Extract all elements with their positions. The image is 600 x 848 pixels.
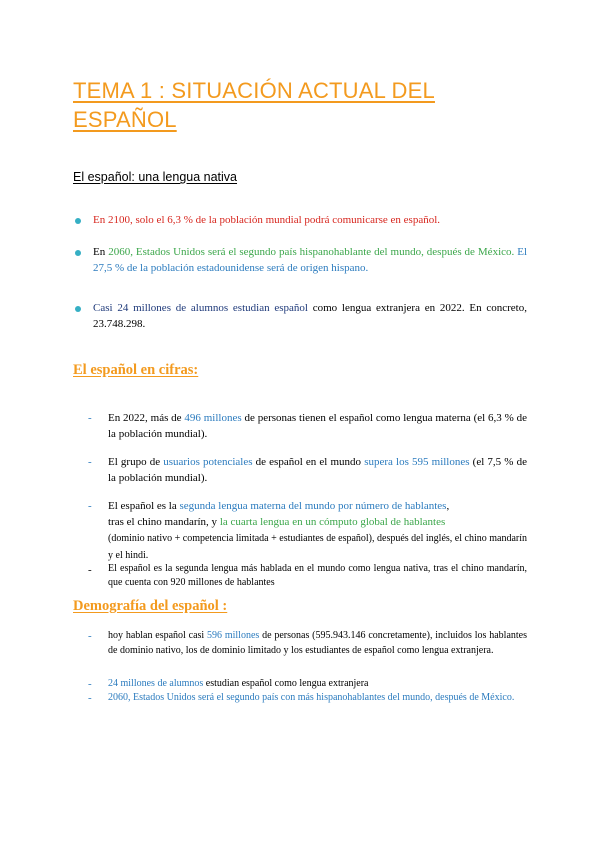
highlight-text: 596 millones: [207, 630, 260, 641]
dash-marker: -: [88, 692, 92, 704]
bullet-text: En 2100, solo el 6,3 % de la población mundial podrá comunicarse en español.: [93, 214, 441, 226]
highlight-text: El 27,5 % de la población estadounidense será de origen hispano.: [93, 246, 527, 274]
item-text: El español es la: [108, 500, 180, 512]
bullet-icon: [75, 250, 81, 256]
section-heading-demografia: Demografía del español :: [73, 598, 228, 614]
item-text: tras el chino mandarín, y: [108, 516, 220, 528]
dash-marker: -: [88, 412, 92, 424]
item-text: de personas (595.943.146 concretamente), incluidos los hablantes de dominio nativo, los de dominio limitado y los estudiantes de español como lengua extranjera.: [108, 630, 528, 656]
highlight-text: la cuarta lengua en un cómputo global de hablantes: [219, 516, 446, 528]
bullet-icon: [75, 218, 81, 224]
list-item: [108, 628, 527, 658]
bullet-text: En: [93, 246, 109, 258]
highlight-text: segunda lengua materna del mundo por número de hablantes: [179, 500, 447, 512]
list-item: [108, 498, 527, 564]
item-text: En 2022, más de: [108, 412, 185, 424]
page-title: TEMA 1 : SITUACIÓN ACTUAL DEL ESPAÑOL: [73, 78, 435, 132]
list-item: [108, 676, 527, 691]
dash-marker: -: [88, 678, 92, 690]
bullet-item: [93, 212, 527, 228]
item-text: estudian español como lengua extranjera: [203, 678, 369, 689]
highlight-text: 2060, Estados Unidos será el segundo país con más hispanohablantes del mundo, después de México.: [108, 692, 515, 703]
bullet-icon: [75, 306, 81, 312]
section-heading-cifras: El español en cifras:: [73, 362, 199, 378]
dash-marker: -: [88, 456, 92, 468]
dash-marker: -: [88, 500, 92, 512]
highlight-text: supera los 595 millones: [364, 456, 470, 468]
list-item: [108, 454, 527, 486]
item-text: El grupo de: [108, 456, 164, 468]
item-text: de español en el mundo: [252, 456, 365, 468]
highlight-text: 496 millones: [184, 412, 242, 424]
highlight-text: 2060, Estados Unidos será el segundo país hispanohablante del mundo, después de México.: [108, 246, 515, 258]
highlight-text: Casi 24 millones de alumnos estudian español: [93, 302, 308, 314]
item-text: hoy hablan español casi: [108, 630, 208, 641]
item-text: ,: [446, 500, 450, 512]
bullet-text: como lengua extranjera en 2022. En concreto, 23.748.298.: [93, 302, 527, 330]
highlight-text: usuarios potenciales: [163, 456, 253, 468]
bullet-item: [93, 244, 527, 276]
item-text: (dominio nativo + competencia limitada + estudiantes de español), después del inglés, el chino mandarín y el hindi.: [108, 533, 527, 561]
list-item: [108, 410, 527, 442]
highlight-text: 24 millones de alumnos: [108, 678, 204, 689]
item-text: El español es la segunda lengua más hablada en el mundo como lengua nativa, tras el chino mandarín, que cuenta con 920 millones de hablantes: [108, 563, 527, 588]
dash-marker: -: [88, 630, 92, 642]
section-heading-lengua-nativa: El español: una lengua nativa: [73, 170, 238, 184]
bullet-item: [93, 300, 527, 332]
dash-marker: -: [88, 564, 92, 576]
list-item: [108, 690, 527, 705]
item-text: de personas tienen el español como lengua materna (el 6,3 % de la población mundial).: [108, 412, 528, 440]
list-item: [108, 562, 527, 590]
item-text: (el 7,5 % de la población mundial).: [108, 456, 527, 484]
